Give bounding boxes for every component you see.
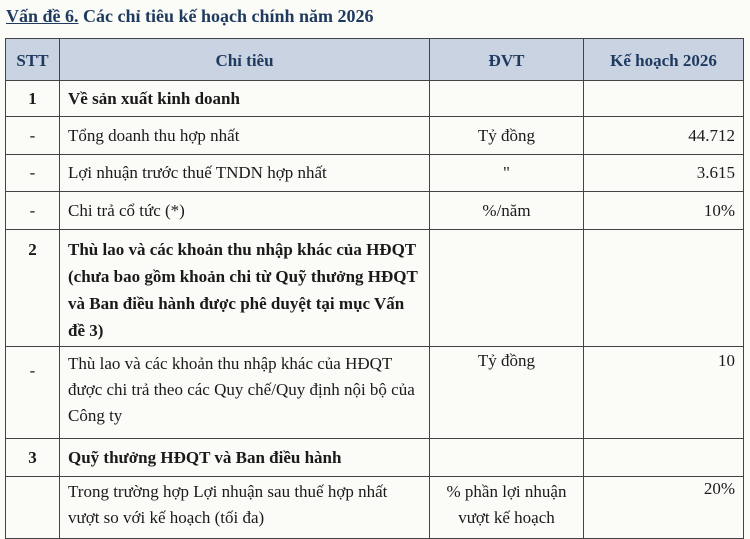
row-dvt: Tỷ đồng — [430, 347, 584, 439]
row-dvt: % phần lợi nhuận vượt kế hoạch — [430, 477, 584, 539]
row-chitieu: Thù lao và các khoản thu nhập khác của HĐQT được chi trả theo các Quy chế/Quy định nội bộ của Công ty — [60, 347, 430, 439]
header-chitieu: Chỉ tiêu — [60, 39, 430, 81]
row-chitieu: Quỹ thưởng HĐQT và Ban điều hành — [60, 439, 430, 477]
table-row — [6, 347, 744, 439]
table-row — [6, 477, 744, 539]
row-stt: 2 — [6, 230, 60, 347]
row-dvt: Tỷ đồng — [430, 117, 584, 155]
table-row — [6, 192, 744, 230]
row-stt — [6, 477, 60, 539]
row-kehoach: 3.615 — [584, 155, 744, 192]
row-chitieu: Tổng doanh thu hợp nhất — [60, 117, 430, 155]
table-row — [6, 81, 744, 117]
row-stt: - — [6, 117, 60, 155]
row-stt: - — [6, 192, 60, 230]
table-row — [6, 155, 744, 192]
table-row — [6, 230, 744, 347]
heading-prefix: Vấn đề 6. — [6, 6, 79, 26]
row-dvt — [430, 230, 584, 347]
row-kehoach: 44.712 — [584, 117, 744, 155]
section-heading — [6, 6, 374, 27]
row-dvt: " — [430, 155, 584, 192]
row-chitieu: Chi trả cổ tức (*) — [60, 192, 430, 230]
row-chitieu: Về sản xuất kinh doanh — [60, 81, 430, 117]
row-stt: 1 — [6, 81, 60, 117]
row-dvt — [430, 439, 584, 477]
table-row — [6, 439, 744, 477]
row-dvt — [430, 81, 584, 117]
row-kehoach — [584, 230, 744, 347]
row-stt: 3 — [6, 439, 60, 477]
header-stt: STT — [6, 39, 60, 81]
row-kehoach — [584, 81, 744, 117]
plan-table — [5, 38, 744, 539]
row-chitieu: Trong trường hợp Lợi nhuận sau thuế hợp nhất vượt so với kế hoạch (tối đa) — [60, 477, 430, 539]
row-chitieu: Thù lao và các khoản thu nhập khác của HĐQT (chưa bao gồm khoản chi từ Quỹ thưởng HĐQT và Ban điều hành được phê duyệt tại mục Vấn đề 3) — [60, 230, 430, 347]
header-dvt: ĐVT — [430, 39, 584, 81]
row-stt: - — [6, 347, 60, 439]
row-stt: - — [6, 155, 60, 192]
header-row — [6, 39, 744, 81]
heading-text: Các chỉ tiêu kế hoạch chính năm 2026 — [78, 6, 374, 26]
table-row — [6, 117, 744, 155]
row-kehoach — [584, 439, 744, 477]
header-kehoach: Kế hoạch 2026 — [584, 39, 744, 81]
row-kehoach: 10 — [584, 347, 744, 439]
row-kehoach: 20% — [584, 477, 744, 539]
row-dvt: %/năm — [430, 192, 584, 230]
row-chitieu: Lợi nhuận trước thuế TNDN hợp nhất — [60, 155, 430, 192]
row-kehoach: 10% — [584, 192, 744, 230]
